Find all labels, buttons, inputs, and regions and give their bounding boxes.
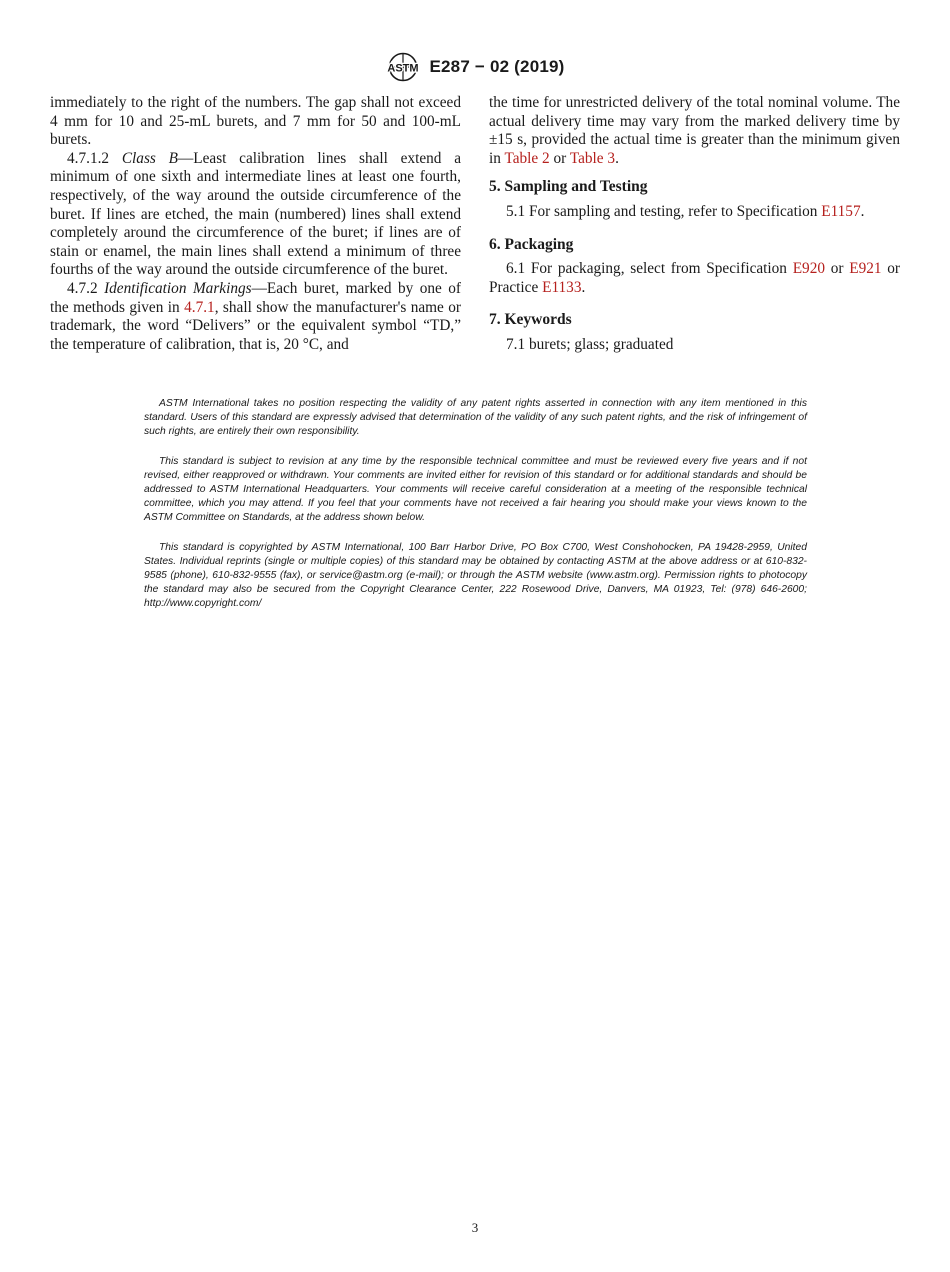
paragraph-7-1: 7.1 burets; glass; graduated <box>506 335 674 353</box>
section-heading-6: 6. Packaging <box>489 235 574 253</box>
document-designation: E287 − 02 (2019) <box>429 57 565 76</box>
left-column <box>50 94 461 354</box>
paragraph-4-7-2 <box>50 280 461 354</box>
page-number: 3 <box>471 1220 479 1235</box>
paragraph-text: or Practice <box>489 260 900 296</box>
link-4-7-1[interactable]: 4.7.1 <box>184 298 215 316</box>
section-heading-7: 7. Keywords <box>489 311 572 329</box>
paragraph-continuation <box>489 94 900 168</box>
link-table-3[interactable]: Table 3 <box>569 149 616 167</box>
paragraph-text: , shall show the manufacturer's name or trademark, the word “Delivers” or the equivalent symbol “TD,” the temperature of calibration, that is, 20 °C, and <box>50 298 461 353</box>
link-e1133[interactable]: E1133 <box>542 278 582 296</box>
patent-notice: ASTM International takes no position respecting the validity of any patent rights asserted in connection with any item mentioned in this standard. Users of this standard are expressly advised that determination of the validity of any such patent rights, and the risk of infringement of such rights, are entirely their own responsibility. <box>144 398 807 437</box>
paragraph-text: —Least calibration lines shall extend a minimum of one sixth and intermediate lines at least one fourth, respectively, of the way around the outside circumference of the buret. If lines are etched, the main (numbered) lines shall extend completely around the circumference of the buret; if lines are of stain or enamel, the main lines shall extend a minimum of three fourths of the way around the outside circumference of the buret. <box>50 149 462 279</box>
section-label: Identification Markings <box>104 279 252 297</box>
astm-logo-icon <box>385 52 421 82</box>
section-heading-5: 5. Sampling and Testing <box>489 178 648 196</box>
paragraph-text: . <box>615 149 619 167</box>
page-header <box>0 50 950 84</box>
section-number: 4.7.1.2 <box>67 149 110 167</box>
section-label: Class B <box>121 149 178 167</box>
paragraph-text: 6.1 For packaging, select from Specification <box>506 260 787 278</box>
paragraph-5-1 <box>489 203 900 222</box>
paragraph-text: or <box>553 149 567 167</box>
copyright-notice: This standard is copyrighted by ASTM International, 100 Barr Harbor Drive, PO Box C700, West Conshohocken, PA 19428-2959, United States. Individual reprints (single or multiple copies) of this standard may be obtained by contacting ASTM at the above address or at 610-832-9585 (phone), 610-832-9555 (fax), or service@astm.org (e-mail); or through the ASTM website (www.astm.org). Permission rights to photocopy the standard may also be secured from the Copyright Clearance Center, 222 Rosewood Drive, Danvers, MA 01923, Tel: (978) 646-2600; http://www.copyright.com/ <box>144 542 807 609</box>
paragraph-text: or <box>830 260 844 278</box>
paragraph-6-1 <box>489 260 900 297</box>
revision-notice: This standard is subject to revision at any time by the responsible technical committee and must be reviewed every five years and if not revised, either reapproved or withdrawn. Your comments are invited either for revision of this standard or for additional standards and should be addressed to ASTM International Headquarters. Your comments will receive careful consideration at a meeting of the responsible technical committee, which you may attend. If you feel that your comments have not received a fair hearing you should make your views known to the ASTM Committee on Standards, at the address shown below. <box>144 456 807 523</box>
legal-notices <box>144 397 807 627</box>
link-table-2[interactable]: Table 2 <box>504 149 550 167</box>
section-number: 4.7.2 <box>67 279 98 297</box>
link-e1157[interactable]: E1157 <box>821 202 861 220</box>
paragraph-continuation: immediately to the right of the numbers. The gap shall not exceed 4 mm for 10 and 25-mL burets, and 7 mm for 50 and 100-mL burets. <box>50 94 461 149</box>
paragraph-text: . <box>860 202 865 220</box>
paragraph-text: . <box>581 278 586 296</box>
paragraph-text: —Each buret, marked by one of the methods given in <box>50 279 461 316</box>
link-e920[interactable]: E920 <box>792 260 825 278</box>
paragraph-4-7-1-2 <box>50 150 461 280</box>
paragraph-text: the time for unrestricted delivery of the total nominal volume. The actual delivery time may vary from the marked delivery time by ±15 s, provided the actual time is greater than the minimum given in <box>489 94 900 167</box>
svg-text:ASTM: ASTM <box>387 62 420 75</box>
link-e921[interactable]: E921 <box>849 260 882 278</box>
paragraph-text: 5.1 For sampling and testing, refer to Specification <box>506 202 818 220</box>
right-column <box>489 94 900 355</box>
